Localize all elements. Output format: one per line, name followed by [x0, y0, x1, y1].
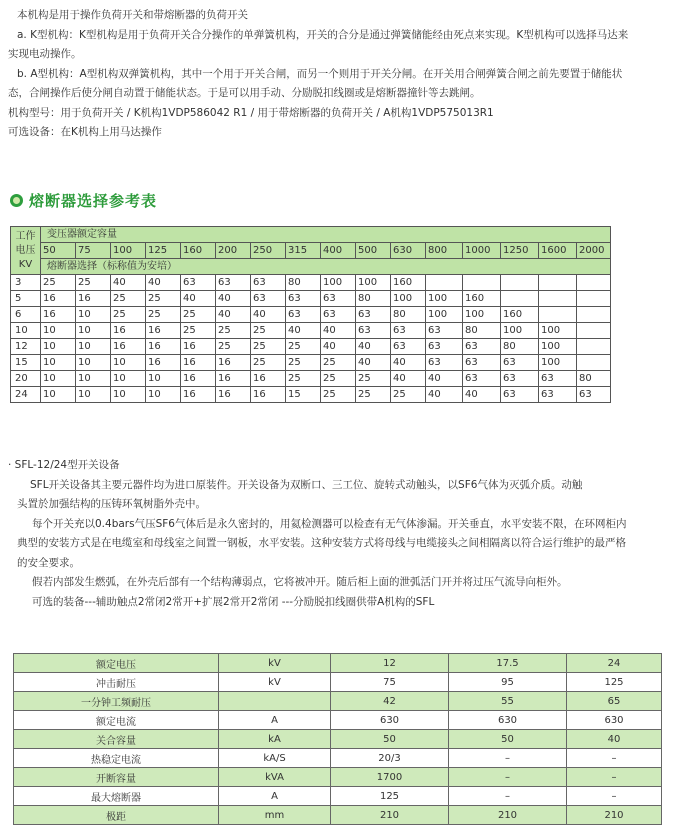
- fuse-value-cell: 63: [251, 291, 286, 307]
- voltage-cell: 6: [11, 307, 41, 323]
- fuse-value-cell: 160: [391, 275, 426, 291]
- spec-value-cell: 630: [567, 711, 662, 730]
- fuse-value-cell: 10: [41, 355, 76, 371]
- capacity-header: 变压器额定容量: [41, 227, 611, 243]
- fuse-value-cell: 16: [111, 339, 146, 355]
- fuse-value-cell: 25: [251, 323, 286, 339]
- spec-value-cell: 1700: [331, 768, 449, 787]
- spec-label-cell: 最大熔断器: [14, 787, 219, 806]
- sfl-line: 的安全要求。: [17, 556, 80, 569]
- spec-value-cell: –: [449, 768, 567, 787]
- kv-header: [11, 227, 41, 275]
- fuse-body: [11, 275, 611, 403]
- fuse-value-cell: 40: [251, 307, 286, 323]
- intro-line: 机构型号：用于负荷开关 / K机构1VDP586042 R1 / 用于带熔断器的负荷开关 / A机构1VDP575013R1: [8, 106, 494, 119]
- spec-label-cell: 额定电流: [14, 711, 219, 730]
- fuse-value-cell: 16: [251, 387, 286, 403]
- fuse-value-cell: 25: [181, 307, 216, 323]
- spec-value-cell: kA: [219, 730, 331, 749]
- spec-value-cell: 630: [331, 711, 449, 730]
- fuse-value-cell: 16: [181, 387, 216, 403]
- sfl-line: 可选的装备---辅助触点2常闭2常开+扩展2常开2常闭 ---分励脱扣线圈供带A机构的SFL: [32, 595, 435, 608]
- fuse-value-cell: 25: [111, 291, 146, 307]
- fuse-value-cell: 40: [426, 387, 463, 403]
- fuse-value-cell: 25: [111, 307, 146, 323]
- spec-value-cell: 210: [567, 806, 662, 825]
- capacity-cell: 125: [146, 243, 181, 259]
- fuse-value-cell: 63: [501, 387, 539, 403]
- capacity-cell: 315: [286, 243, 321, 259]
- fuse-value-cell: 10: [76, 387, 111, 403]
- table-row: [14, 654, 662, 673]
- table-row: [14, 692, 662, 711]
- empty-cell: [577, 339, 611, 355]
- intro-line: a. K型机构：K型机构是用于负荷开关合分操作的单弹簧机构，开关的合分是通过弹簧储能经由死点来实现。K型机构可以选择马达来: [17, 28, 629, 41]
- fuse-value-cell: 63: [356, 307, 391, 323]
- voltage-cell: 24: [11, 387, 41, 403]
- fuse-value-cell: 63: [321, 307, 356, 323]
- table-row: [11, 371, 611, 387]
- fuse-value-cell: 63: [181, 275, 216, 291]
- capacity-cell: 1000: [463, 243, 501, 259]
- fuse-value-cell: 16: [216, 355, 251, 371]
- spec-value-cell: –: [567, 768, 662, 787]
- voltage-cell: 12: [11, 339, 41, 355]
- spec-value-cell: 12: [331, 654, 449, 673]
- fuse-value-cell: 40: [356, 339, 391, 355]
- fuse-value-cell: 25: [251, 339, 286, 355]
- spec-value-cell: 55: [449, 692, 567, 711]
- spec-label-cell: 开断容量: [14, 768, 219, 787]
- fuse-value-cell: 25: [251, 355, 286, 371]
- fuse-value-cell: 63: [426, 323, 463, 339]
- fuse-value-cell: 40: [181, 291, 216, 307]
- fuse-value-cell: 16: [41, 307, 76, 323]
- spec-value-cell: 630: [449, 711, 567, 730]
- fuse-value-cell: 25: [356, 387, 391, 403]
- spec-value-cell: 210: [449, 806, 567, 825]
- capacity-cell: 100: [111, 243, 146, 259]
- empty-cell: [577, 355, 611, 371]
- capacity-cell: 1250: [501, 243, 539, 259]
- fuse-value-cell: 80: [577, 371, 611, 387]
- fuse-value-cell: 63: [286, 307, 321, 323]
- capacity-cell: 630: [391, 243, 426, 259]
- fuse-value-cell: 40: [286, 323, 321, 339]
- capacity-cell: 200: [216, 243, 251, 259]
- fuse-value-cell: 40: [321, 339, 356, 355]
- fuse-value-cell: 16: [146, 339, 181, 355]
- capacity-cell: 400: [321, 243, 356, 259]
- fuse-value-cell: 25: [146, 291, 181, 307]
- fuse-value-cell: 100: [321, 275, 356, 291]
- voltage-cell: 5: [11, 291, 41, 307]
- fuse-value-cell: 80: [356, 291, 391, 307]
- capacity-cell: 500: [356, 243, 391, 259]
- fuse-value-cell: 10: [111, 371, 146, 387]
- capacity-cell: 800: [426, 243, 463, 259]
- empty-cell: [577, 291, 611, 307]
- sfl-heading: · SFL-12/24型开关设备: [8, 459, 120, 471]
- spec-value-cell: –: [567, 787, 662, 806]
- spec-value-cell: 42: [331, 692, 449, 711]
- spec-value-cell: A: [219, 711, 331, 730]
- empty-cell: [539, 291, 577, 307]
- table-row: [11, 307, 611, 323]
- spec-value-cell: 17.5: [449, 654, 567, 673]
- fuse-value-cell: 25: [391, 387, 426, 403]
- spec-value-cell: 125: [331, 787, 449, 806]
- empty-cell: [539, 275, 577, 291]
- fuse-value-cell: 63: [391, 323, 426, 339]
- fuse-value-cell: 63: [463, 339, 501, 355]
- fuse-value-cell: 25: [286, 355, 321, 371]
- empty-cell: [501, 275, 539, 291]
- fuse-value-cell: 40: [391, 355, 426, 371]
- sfl-line: 头置於加强结构的压铸环氧树脂外壳中。: [17, 498, 206, 510]
- kv-header-line: KV: [18, 258, 33, 270]
- fuse-value-cell: 63: [286, 291, 321, 307]
- spec-label-cell: 极距: [14, 806, 219, 825]
- spec-value-cell: A: [219, 787, 331, 806]
- fuse-value-cell: 16: [111, 323, 146, 339]
- fuse-value-cell: 25: [146, 307, 181, 323]
- fuse-value-cell: 63: [539, 371, 577, 387]
- fuse-value-cell: 40: [321, 323, 356, 339]
- spec-value-cell: 50: [449, 730, 567, 749]
- fuse-value-cell: 100: [426, 291, 463, 307]
- fuse-value-cell: 40: [391, 371, 426, 387]
- spec-value-cell: –: [567, 749, 662, 768]
- spec-value-cell: kA/S: [219, 749, 331, 768]
- fuse-section-title: [10, 190, 157, 211]
- fuse-value-cell: 63: [426, 355, 463, 371]
- fuse-value-cell: 40: [146, 275, 181, 291]
- intro-line: 可选设备：在K机构上用马达操作: [8, 126, 162, 138]
- spec-value-cell: 20/3: [331, 749, 449, 768]
- voltage-cell: 10: [11, 323, 41, 339]
- fuse-value-cell: 10: [111, 355, 146, 371]
- fuse-value-cell: 80: [286, 275, 321, 291]
- fuse-value-cell: 40: [216, 291, 251, 307]
- spec-value-cell: 50: [331, 730, 449, 749]
- fuse-value-cell: 10: [146, 387, 181, 403]
- fuse-value-cell: 40: [426, 371, 463, 387]
- fuse-value-cell: 16: [181, 371, 216, 387]
- fuse-value-cell: 160: [463, 291, 501, 307]
- table-row: [11, 323, 611, 339]
- fuse-value-cell: 16: [41, 291, 76, 307]
- empty-cell: [501, 291, 539, 307]
- fuse-value-cell: 63: [501, 371, 539, 387]
- table-row: [11, 291, 611, 307]
- fuse-value-cell: 10: [76, 355, 111, 371]
- spec-value-cell: 65: [567, 692, 662, 711]
- fuse-value-cell: 16: [216, 371, 251, 387]
- spec-label-cell: 额定电压: [14, 654, 219, 673]
- voltage-cell: 20: [11, 371, 41, 387]
- fuse-value-cell: 10: [41, 371, 76, 387]
- fuse-value-cell: 10: [76, 323, 111, 339]
- table-row: [14, 673, 662, 692]
- fuse-value-cell: 100: [463, 307, 501, 323]
- table-row: [14, 749, 662, 768]
- sfl-section: [8, 456, 668, 612]
- table-row: [14, 711, 662, 730]
- table-row: [14, 730, 662, 749]
- sfl-line: 典型的安装方式是在电缆室和母线室之间置一钢板，水平安装。这种安装方式将母线与电缆接头之间相隔离以符合运行维护的最严格: [17, 537, 626, 549]
- fuse-value-cell: 10: [41, 339, 76, 355]
- capacity-cell: 2000: [577, 243, 611, 259]
- fuse-value-cell: 10: [111, 387, 146, 403]
- spec-value-cell: 75: [331, 673, 449, 692]
- capacity-cell: 50: [41, 243, 76, 259]
- fuse-value-cell: 25: [321, 387, 356, 403]
- fuse-value-cell: 63: [539, 387, 577, 403]
- fuse-value-cell: 10: [76, 371, 111, 387]
- capacity-cell: 1600: [539, 243, 577, 259]
- section-title-text: 熔断器选择参考表: [29, 192, 158, 210]
- table-row: [11, 339, 611, 355]
- fuse-value-cell: 25: [356, 371, 391, 387]
- table-row: [14, 768, 662, 787]
- fuse-selection-table: [10, 226, 611, 403]
- fuse-value-cell: 25: [321, 371, 356, 387]
- fuse-value-cell: 63: [216, 275, 251, 291]
- capacity-cell: 160: [181, 243, 216, 259]
- fuse-value-cell: 16: [76, 291, 111, 307]
- spec-label-cell: 冲击耐压: [14, 673, 219, 692]
- spec-value-cell: kV: [219, 673, 331, 692]
- spec-value-cell: –: [449, 787, 567, 806]
- fuse-value-cell: 40: [463, 387, 501, 403]
- fuse-value-cell: 10: [41, 387, 76, 403]
- fuse-value-cell: 40: [356, 355, 391, 371]
- kv-header-line: 工作: [15, 230, 36, 242]
- intro-line: 态，合闸操作后使分闸自动置于储能状态。于是可以用手动、分励脱扣线圈或是熔断器撞针等去跳闸。: [8, 87, 481, 99]
- fuse-value-cell: 80: [501, 339, 539, 355]
- fuse-value-cell: 10: [76, 339, 111, 355]
- spec-value-cell: 24: [567, 654, 662, 673]
- intro-line: b. A型机构：A型机构双弹簧机构，其中一个用于开关合闸，而另一个则用于开关分闸。在开关用合闸弹簧合闸之前先要置于储能状: [17, 67, 623, 80]
- fuse-value-cell: 100: [426, 307, 463, 323]
- fuse-value-cell: 10: [41, 323, 76, 339]
- fuse-header: 熔断器选择（标称值为安培）: [41, 259, 611, 275]
- spec-value-cell: [219, 692, 331, 711]
- fuse-value-cell: 25: [286, 371, 321, 387]
- fuse-value-cell: 40: [111, 275, 146, 291]
- fuse-value-cell: 25: [41, 275, 76, 291]
- fuse-value-cell: 100: [539, 323, 577, 339]
- fuse-value-cell: 10: [76, 307, 111, 323]
- fuse-value-cell: 63: [577, 387, 611, 403]
- kv-header-line: 电压: [15, 244, 36, 256]
- fuse-value-cell: 25: [216, 339, 251, 355]
- sfl-line: 每个开关充以0.4bars气压SF6气体后是永久密封的，用氦检测器可以检查有无气体渗漏。开关垂直，水平安装不限，在环网柜内: [32, 517, 627, 530]
- empty-cell: [577, 307, 611, 323]
- fuse-value-cell: 63: [426, 339, 463, 355]
- fuse-value-cell: 16: [181, 355, 216, 371]
- fuse-value-cell: 63: [321, 291, 356, 307]
- fuse-value-cell: 25: [321, 355, 356, 371]
- fuse-value-cell: 100: [501, 323, 539, 339]
- fuse-value-cell: 16: [146, 355, 181, 371]
- sfl-line: 假若内部发生燃弧，在外壳后部有一个结构薄弱点，它将被冲开。随后柜上面的泄弧活门开并将过压气流导向柜外。: [32, 576, 568, 588]
- spec-value-cell: kV: [219, 654, 331, 673]
- fuse-value-cell: 16: [181, 339, 216, 355]
- fuse-value-cell: 10: [146, 371, 181, 387]
- capacity-row: [11, 243, 611, 259]
- fuse-value-cell: 16: [251, 371, 286, 387]
- fuse-value-cell: 100: [539, 339, 577, 355]
- spec-value-cell: –: [449, 749, 567, 768]
- fuse-value-cell: 25: [76, 275, 111, 291]
- table-row: [14, 806, 662, 825]
- intro-line: 实现电动操作。: [8, 48, 82, 60]
- intro-line: 本机构是用于操作负荷开关和带熔断器的负荷开关: [17, 9, 248, 21]
- fuse-value-cell: 100: [391, 291, 426, 307]
- table-row: [11, 275, 611, 291]
- fuse-value-cell: 25: [181, 323, 216, 339]
- spec-label-cell: 热稳定电流: [14, 749, 219, 768]
- fuse-value-cell: 100: [356, 275, 391, 291]
- empty-cell: [426, 275, 463, 291]
- fuse-value-cell: 25: [216, 323, 251, 339]
- fuse-value-cell: 40: [216, 307, 251, 323]
- intro-section: [8, 6, 666, 143]
- table-row: [14, 787, 662, 806]
- fuse-value-cell: 63: [463, 355, 501, 371]
- spec-label-cell: 一分钟工频耐压: [14, 692, 219, 711]
- spec-body: [14, 654, 662, 825]
- fuse-value-cell: 63: [356, 323, 391, 339]
- spec-value-cell: 210: [331, 806, 449, 825]
- fuse-value-cell: 80: [391, 307, 426, 323]
- fuse-value-cell: 63: [463, 371, 501, 387]
- spec-value-cell: kVA: [219, 768, 331, 787]
- fuse-value-cell: 100: [539, 355, 577, 371]
- fuse-value-cell: 63: [501, 355, 539, 371]
- capacity-cell: 75: [76, 243, 111, 259]
- empty-cell: [539, 307, 577, 323]
- spec-value-cell: 95: [449, 673, 567, 692]
- spec-value-cell: mm: [219, 806, 331, 825]
- table-row: [11, 355, 611, 371]
- fuse-value-cell: 15: [286, 387, 321, 403]
- bullet-circle-icon: [10, 194, 23, 207]
- fuse-value-cell: 160: [501, 307, 539, 323]
- sfl-line: SFL开关设备其主要元器件均为进口原装件。开关设备为双断口、三工位、旋转式动触头，以SF6气体为灭弧介质。动触: [30, 478, 583, 491]
- fuse-value-cell: 63: [251, 275, 286, 291]
- table-row: [11, 387, 611, 403]
- fuse-value-cell: 16: [146, 323, 181, 339]
- spec-table: [13, 653, 662, 825]
- spec-value-cell: 40: [567, 730, 662, 749]
- voltage-cell: 15: [11, 355, 41, 371]
- spec-label-cell: 关合容量: [14, 730, 219, 749]
- spec-value-cell: 125: [567, 673, 662, 692]
- fuse-value-cell: 80: [463, 323, 501, 339]
- empty-cell: [577, 275, 611, 291]
- empty-cell: [463, 275, 501, 291]
- capacity-cell: 250: [251, 243, 286, 259]
- empty-cell: [577, 323, 611, 339]
- fuse-value-cell: 63: [391, 339, 426, 355]
- voltage-cell: 3: [11, 275, 41, 291]
- fuse-value-cell: 25: [286, 339, 321, 355]
- fuse-value-cell: 16: [216, 387, 251, 403]
